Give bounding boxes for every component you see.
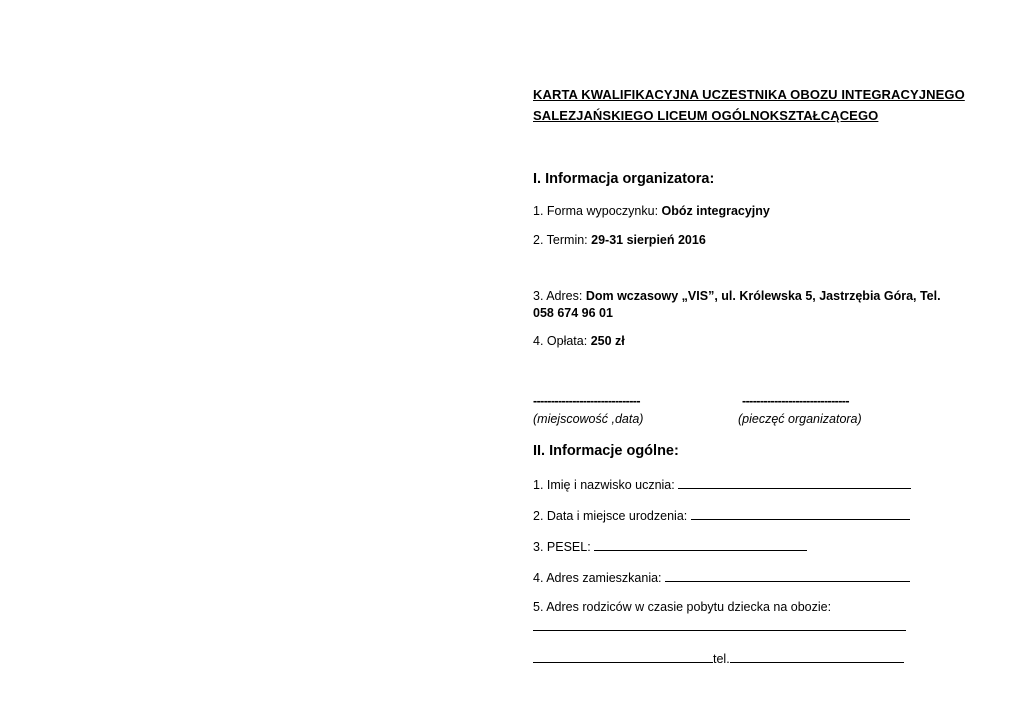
document-title-line-1: KARTA KWALIFIKACYJNA UCZESTNIKA OBOZU INTEGRACYJNEGO bbox=[533, 87, 965, 102]
student-name-blank[interactable] bbox=[678, 476, 911, 489]
home-address-label: 4. Adres zamieszkania: bbox=[533, 571, 666, 585]
birth-label: 2. Data i miejsce urodzenia: bbox=[533, 509, 691, 523]
caption-organizer-stamp: (pieczęć organizatora) bbox=[738, 412, 862, 426]
home-address-blank[interactable] bbox=[665, 569, 910, 582]
caption-place-date: (miejscowość ,data) bbox=[533, 412, 644, 426]
organizer-phone bbox=[533, 306, 613, 320]
organizer-term-item bbox=[533, 233, 706, 247]
field-pesel bbox=[533, 538, 807, 554]
field-parents-phone bbox=[533, 650, 904, 666]
term-label: 2. Termin: bbox=[533, 233, 592, 247]
form-value: Obóz integracyjny bbox=[661, 204, 770, 218]
fee-value: 250 zł bbox=[590, 334, 625, 348]
form-label: 1. Forma wypoczynku: bbox=[533, 204, 662, 218]
address-label: 3. Adres: bbox=[533, 289, 586, 303]
organizer-address-item bbox=[533, 289, 941, 303]
field-birth-date-place bbox=[533, 507, 910, 523]
document-title-line-2: SALEZJAŃSKIEGO LICEUM OGÓLNOKSZTAŁCĄCEGO bbox=[533, 108, 879, 123]
signature-line-stamp: ------------------------------ bbox=[742, 394, 849, 408]
birth-blank[interactable] bbox=[691, 507, 910, 520]
pesel-blank[interactable] bbox=[594, 538, 807, 551]
section-organizer-heading: I. Informacja organizatora: bbox=[533, 171, 715, 187]
signature-line-place-date: ------------------------------ bbox=[533, 394, 640, 408]
parents-address-line bbox=[533, 618, 906, 634]
field-student-name bbox=[533, 476, 911, 492]
field-home-address bbox=[533, 569, 910, 585]
tel-blank[interactable] bbox=[730, 650, 904, 663]
parents-address-blank[interactable] bbox=[533, 618, 906, 631]
phone-value: 058 674 96 01 bbox=[533, 306, 613, 320]
section-general-heading: II. Informacje ogólne: bbox=[533, 443, 679, 459]
address-value: Dom wczasowy „VIS”, ul. Królewska 5, Jastrzębia Góra, Tel. bbox=[585, 289, 941, 303]
organizer-fee-item bbox=[533, 334, 625, 348]
pesel-label: 3. PESEL: bbox=[533, 540, 595, 554]
term-value: 29-31 sierpień 2016 bbox=[591, 233, 706, 247]
fee-label: 4. Opłata: bbox=[533, 334, 591, 348]
tel-label: tel. bbox=[713, 652, 730, 666]
student-name-label: 1. Imię i nazwisko ucznia: bbox=[533, 478, 679, 492]
parents-extra-blank[interactable] bbox=[533, 650, 713, 663]
field-parents-address: 5. Adres rodziców w czasie pobytu dziecka na obozie: bbox=[533, 600, 832, 614]
organizer-form-item bbox=[533, 204, 770, 218]
